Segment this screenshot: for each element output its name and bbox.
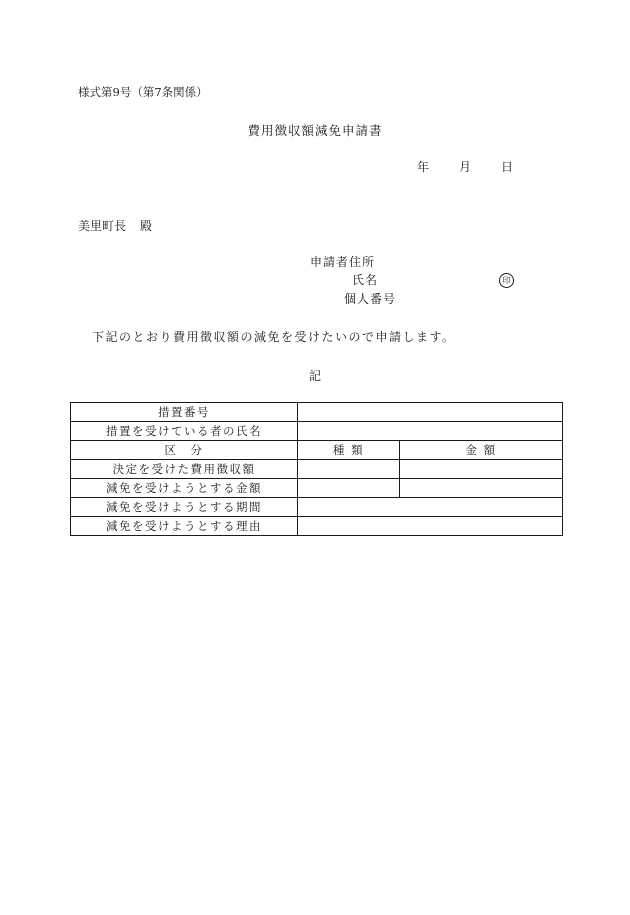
- measure-number-field[interactable]: [298, 403, 563, 422]
- table-row: [71, 422, 563, 441]
- reduction-reason-label: 減免を受けようとする理由: [71, 517, 298, 536]
- kind-header: 種 類: [298, 441, 400, 460]
- reduction-amount-label: 減免を受けようとする金額: [71, 479, 298, 498]
- form-number: 様式第9号（第7条関係）: [78, 85, 208, 99]
- date-day-label: 日: [501, 160, 514, 174]
- addressee-honorific: 殿: [140, 219, 153, 233]
- recipient-name-label: 措置を受けている者の氏名: [71, 422, 298, 441]
- addressee-name: 美里町長: [78, 219, 127, 233]
- table-row: [71, 403, 563, 422]
- addressee: [78, 219, 152, 233]
- amount-header: 金 額: [400, 441, 563, 460]
- application-table: [70, 402, 563, 536]
- date-month-label: 月: [459, 160, 472, 174]
- table-row: [71, 479, 563, 498]
- applicant-address-label: 申請者住所: [310, 255, 376, 269]
- decided-cost-amount-field[interactable]: [400, 460, 563, 479]
- applicant-number-label: 個人番号: [344, 292, 397, 306]
- table-row: [71, 498, 563, 517]
- seal-mark: 印: [499, 273, 514, 288]
- table-row: [71, 460, 563, 479]
- recipient-name-field[interactable]: [298, 422, 563, 441]
- reduction-amount-amount-field[interactable]: [400, 479, 563, 498]
- table-row: [71, 517, 563, 536]
- category-header: 区 分: [71, 441, 298, 460]
- reduction-period-label: 減免を受けようとする期間: [71, 498, 298, 517]
- measure-number-label: 措置番号: [71, 403, 298, 422]
- decided-cost-label: 決定を受けた費用徴収額: [71, 460, 298, 479]
- applicant-name-label: 氏名: [352, 273, 379, 287]
- table-row: [71, 441, 563, 460]
- document-title: 費用徴収額減免申請書: [247, 123, 383, 138]
- decided-cost-kind-field[interactable]: [298, 460, 400, 479]
- date-year-label: 年: [417, 160, 430, 174]
- reduction-period-field[interactable]: [298, 498, 563, 517]
- reduction-reason-field[interactable]: [298, 517, 563, 536]
- ki-heading: 記: [308, 369, 321, 383]
- application-statement: 下記のとおり費用徴収額の減免を受けたいので申請します。: [92, 330, 456, 344]
- reduction-amount-kind-field[interactable]: [298, 479, 400, 498]
